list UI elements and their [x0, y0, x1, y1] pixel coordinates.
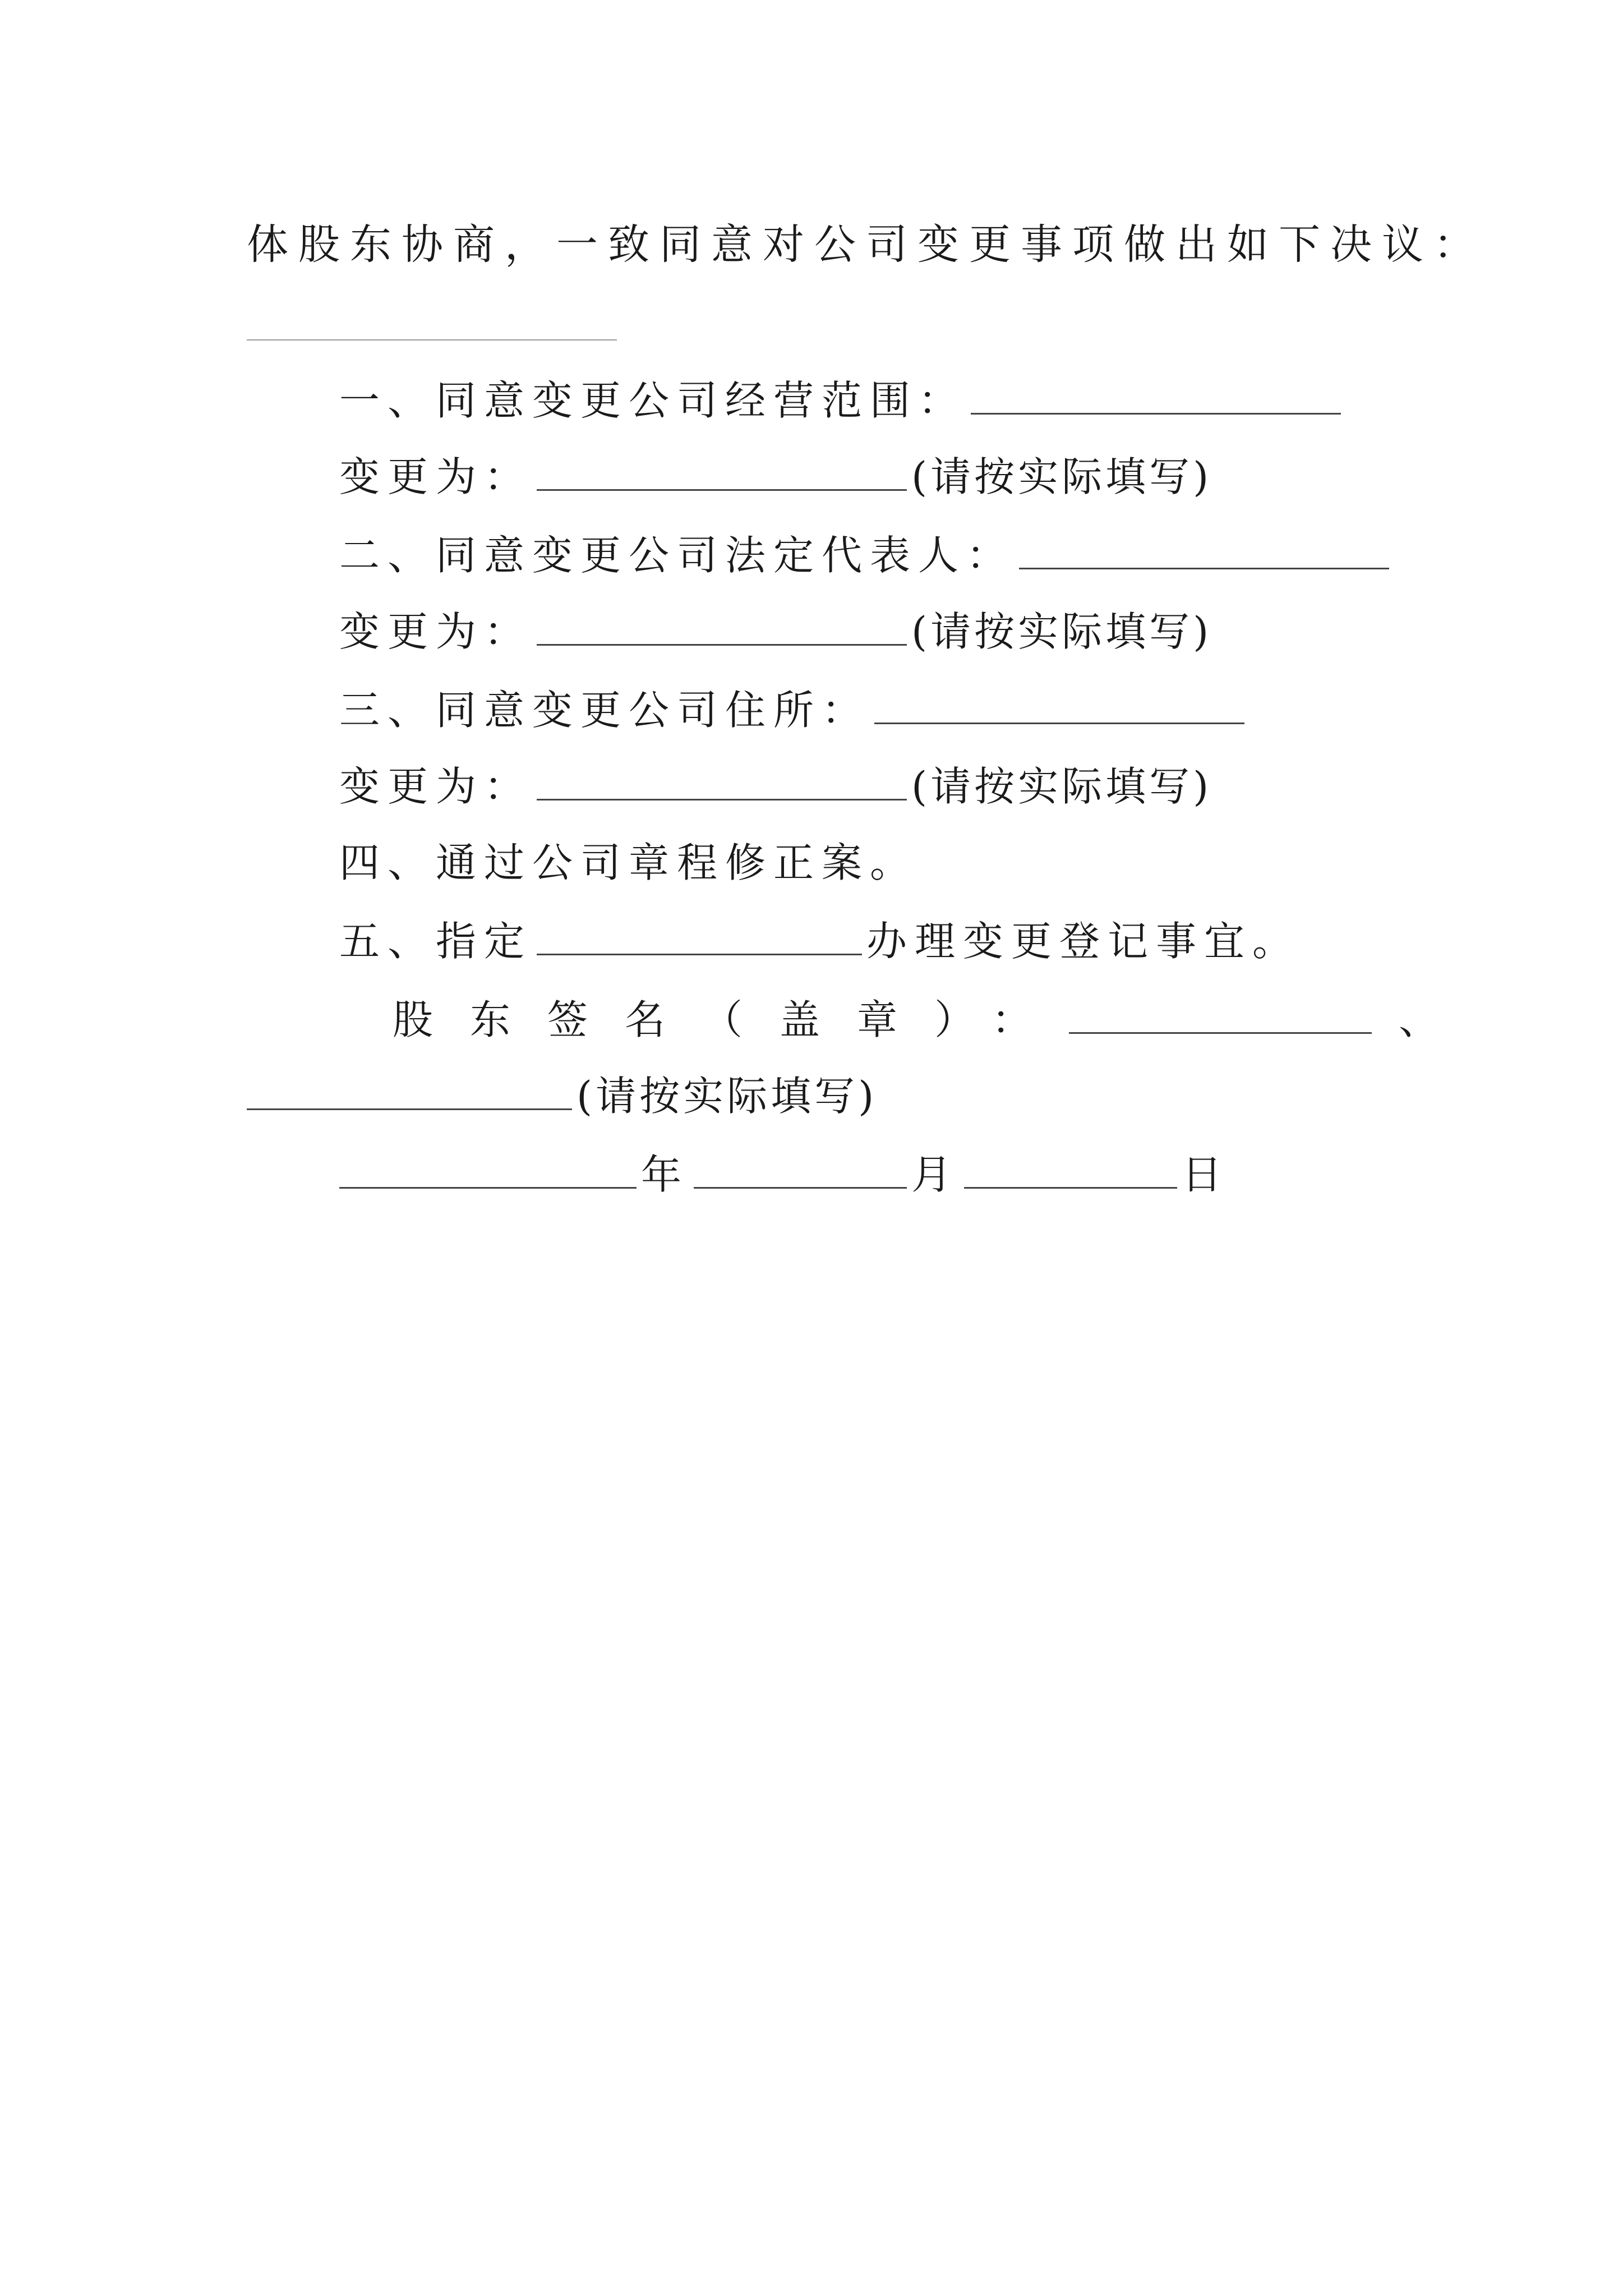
item-2-change-to	[339, 604, 1212, 660]
day-field[interactable]	[964, 1153, 1177, 1189]
signature-field-2[interactable]	[247, 1075, 572, 1110]
item-2-text: 二、同意变更公司法定代表人：	[339, 532, 1015, 579]
date-line	[339, 1147, 1230, 1203]
signature-label: 股东签名（盖章）：	[393, 996, 1069, 1043]
shareholder-signature	[393, 992, 1476, 1048]
item-2-legal-rep	[339, 527, 1394, 583]
item-1-text: 一、同意变更公司经营范围：	[339, 377, 967, 424]
year-field[interactable]	[339, 1153, 637, 1189]
change-to-label: 变更为：	[339, 763, 533, 810]
day-label: 日	[1182, 1151, 1230, 1198]
year-label: 年	[641, 1151, 690, 1198]
fill-note: (请按实际填写)	[911, 608, 1212, 655]
business-scope-field[interactable]	[971, 379, 1341, 415]
intro-rule	[247, 339, 617, 341]
item-3-change-to	[339, 758, 1212, 815]
signature-separator: 、	[1399, 996, 1477, 1043]
address-field[interactable]	[874, 689, 1244, 724]
fill-note: (请按实际填写)	[911, 453, 1212, 500]
change-to-label: 变更为：	[339, 453, 533, 500]
item-5-post: 办理变更登记事宜。	[866, 918, 1301, 965]
new-address-field[interactable]	[537, 765, 907, 800]
item-5-pre: 五、指定	[339, 918, 533, 965]
legal-rep-field[interactable]	[1019, 534, 1389, 569]
designee-field[interactable]	[537, 920, 862, 955]
change-to-label: 变更为：	[339, 608, 533, 655]
item-3-address	[339, 682, 1249, 738]
fill-note: (请按实际填写)	[577, 1073, 878, 1120]
signature-field-1[interactable]	[1069, 999, 1372, 1034]
signature-continuation	[247, 1068, 877, 1124]
item-5-designate	[339, 913, 1301, 969]
new-business-scope-field[interactable]	[537, 455, 907, 491]
item-1-business-scope	[339, 372, 1345, 429]
new-legal-rep-field[interactable]	[537, 610, 907, 646]
item-1-change-to	[339, 449, 1212, 505]
month-field[interactable]	[694, 1153, 907, 1189]
fill-note: (请按实际填写)	[911, 763, 1212, 810]
item-3-text: 三、同意变更公司住所：	[339, 687, 870, 734]
month-label: 月	[911, 1151, 960, 1198]
item-4-articles-amendment: 四、通过公司章程修正案。	[339, 839, 919, 886]
intro-text: 体股东协商，一致同意对公司变更事项做出如下决议：	[247, 220, 1485, 269]
